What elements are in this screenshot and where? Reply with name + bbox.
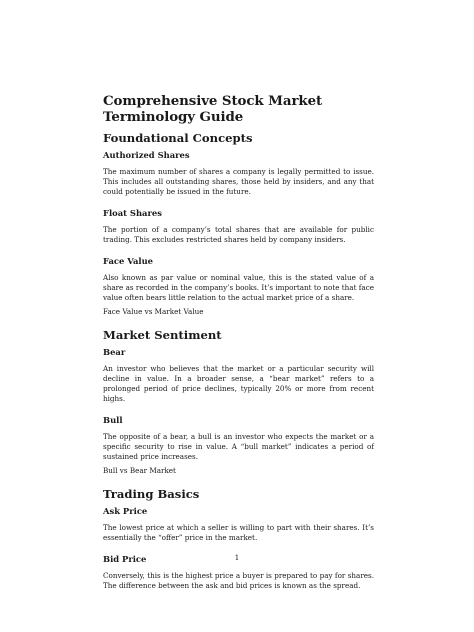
term-definition: The maximum number of shares a company is legally permitted to issue. This includes all outstanding shares, those held by insiders, and any that could potentially be issued in the future.: [103, 167, 374, 196]
term-heading: Authorized Shares: [103, 150, 190, 160]
term-definition: The opposite of a bear, a bull is an investor who expects the market or a specific security to rise in value. A “bull market” indicates a period of sustained price increases.: [103, 432, 374, 461]
term-heading: Ask Price: [103, 506, 148, 516]
term-bull: [103, 415, 374, 476]
term-heading: Float Shares: [103, 208, 162, 218]
section-trading-basics: [103, 487, 374, 591]
term-float-shares: [103, 208, 374, 245]
comparison-note: Bull vs Bear Market: [103, 466, 176, 475]
term-heading: Bid Price: [103, 554, 147, 564]
term-heading: Bull: [103, 415, 123, 425]
term-definition: Also known as par value or nominal value, this is the stated value of a share as recorded in the company’s books. It’s important to note that face value often bears little relation to the actual market price of a share.: [103, 273, 374, 302]
term-definition: An investor who believes that the market or a particular security will decline in value. In a broader sense, a “bear market” refers to a prolonged period of price declines, typically 20% or more from recent highs.: [103, 364, 374, 403]
term-definition: The portion of a company’s total shares that are available for public trading. This excludes restricted shares held by company insiders.: [103, 225, 374, 244]
section-foundational-concepts: [103, 131, 374, 317]
comparison-note: Face Value vs Market Value: [103, 307, 204, 316]
section-heading: Trading Basics: [103, 487, 200, 501]
term-authorized-shares: [103, 150, 374, 197]
document-title: Comprehensive Stock Market Terminology Guide: [103, 93, 323, 125]
term-heading: Face Value: [103, 256, 154, 266]
term-ask-price: [103, 506, 374, 543]
page-number: 1: [234, 553, 240, 562]
document-page: [103, 93, 374, 602]
term-bear: [103, 347, 374, 404]
section-market-sentiment: [103, 328, 374, 476]
term-definition: The lowest price at which a seller is willing to part with their shares. It’s essentially the “offer” price in the market.: [103, 523, 374, 542]
term-definition: Conversely, this is the highest price a buyer is prepared to pay for shares. The difference between the ask and bid prices is known as the spread.: [103, 571, 374, 590]
term-heading: Bear: [103, 347, 126, 357]
term-face-value: [103, 256, 374, 317]
section-heading: Market Sentiment: [103, 328, 222, 342]
section-heading: Foundational Concepts: [103, 131, 253, 145]
